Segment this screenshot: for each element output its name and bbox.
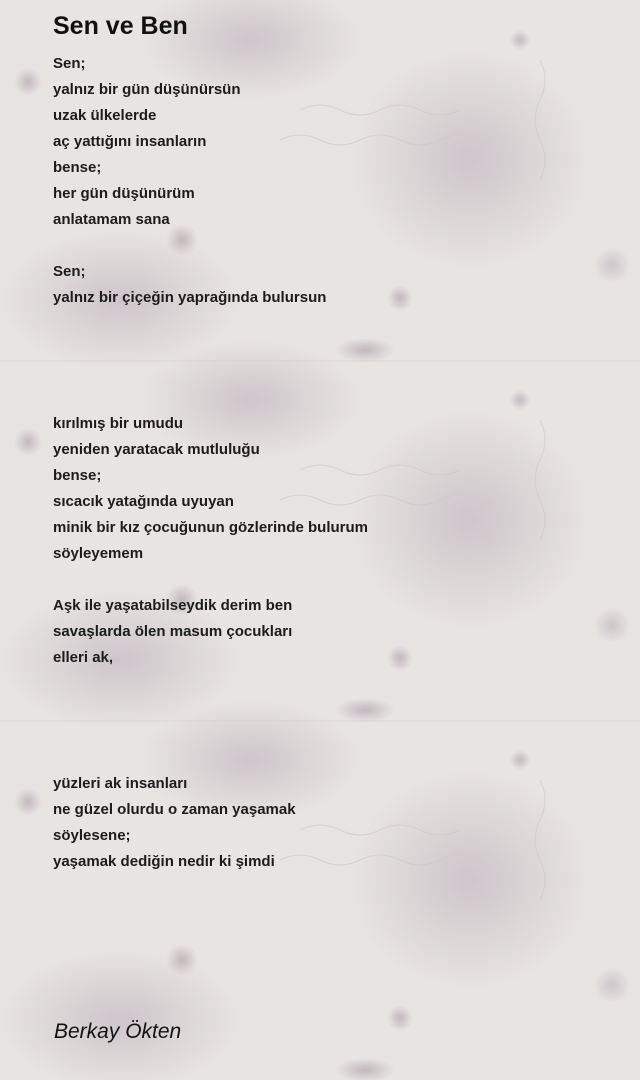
poem-stanza-2 bbox=[53, 411, 368, 671]
poem-line: söyleyemem bbox=[53, 545, 144, 562]
poem-line: yüzleri ak insanları bbox=[53, 775, 188, 792]
poem-line: yeniden yaratacak mutluluğu bbox=[53, 441, 260, 458]
poem-line: aç yattığını insanların bbox=[53, 133, 207, 150]
poem-line: yaşamak dediğin nedir ki şimdi bbox=[53, 853, 275, 870]
poem-line: sıcacık yatağında uyuyan bbox=[53, 493, 234, 510]
poem-line: bense; bbox=[53, 159, 102, 176]
poem-line: kırılmış bir umudu bbox=[53, 415, 184, 432]
poem-line: minik bir kız çocuğunun gözlerinde bulurum bbox=[53, 519, 369, 536]
poem-author: Berkay Ökten bbox=[54, 1020, 182, 1043]
poem-line: söylesene; bbox=[53, 827, 131, 844]
poem-title: Sen ve Ben bbox=[53, 12, 188, 40]
poem-line: her gün düşünürüm bbox=[53, 185, 195, 202]
poem-stanza-3 bbox=[53, 771, 296, 875]
poem-line: Sen; bbox=[53, 263, 86, 280]
poem-line: uzak ülkelerde bbox=[53, 107, 157, 124]
poem-stanza-1 bbox=[53, 51, 326, 311]
poem-line: ne güzel olurdu o zaman yaşamak bbox=[53, 801, 296, 818]
poem-line: elleri ak, bbox=[53, 649, 114, 666]
poem-blank-line bbox=[53, 567, 368, 593]
poem-line: savaşlarda ölen masum çocukları bbox=[53, 623, 293, 640]
poem-line: bense; bbox=[53, 467, 102, 484]
poem-line: yalnız bir gün düşünürsün bbox=[53, 81, 241, 98]
poem-line: yalnız bir çiçeğin yaprağında bulursun bbox=[53, 289, 327, 306]
poem-line: Aşk ile yaşatabilseydik derim ben bbox=[53, 597, 293, 614]
poem-line: anlatamam sana bbox=[53, 211, 170, 228]
poem-blank-line bbox=[53, 233, 326, 259]
poem-line: Sen; bbox=[53, 55, 86, 72]
